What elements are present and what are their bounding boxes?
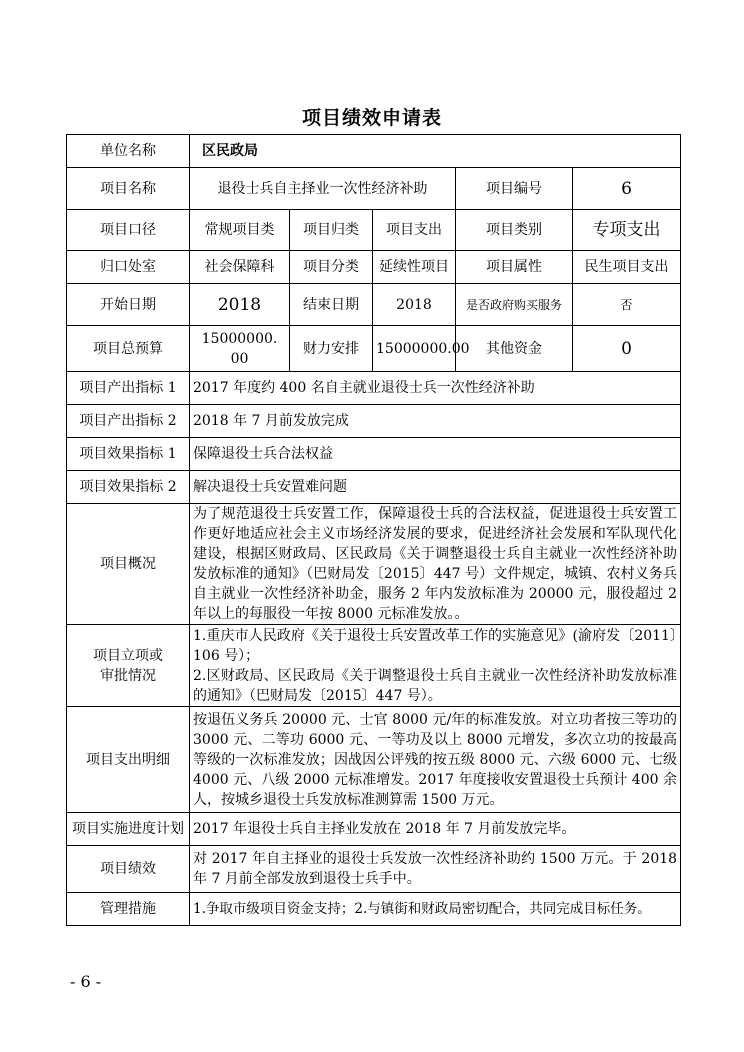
overview-value: 为了规范退役士兵安置工作，保障退役士兵的合法权益，促进退役士兵安置工作更好地适应社会主义市场经济发展的要求，促进经济社会发展和军队现代化建设，根据区财政局、区民政局《关于调整退役士兵自主就业一次性经济补助发放标准的通知》（巴财局发〔2015〕447 号）文件规定，城镇、农村义务兵自主就业一次性经济补助金，服务 2 年内发放标准为 20000 元，服役超过 2 年以上的每服役一年按 8000 元标准发放。。 [190, 504, 681, 625]
progress-label: 项目实施进度计划 [67, 813, 190, 846]
gov-purchase-value: 否 [573, 284, 681, 326]
performance-table [66, 134, 681, 926]
scope-row [67, 210, 681, 251]
total-budget-value: 15000000. 00 [190, 326, 290, 372]
approval-label-line1: 项目立项或 [93, 647, 163, 664]
effect2-row [67, 471, 681, 504]
approval-item-1: 1.重庆市人民政府《关于退役士兵安置改革工作的实施意见》(渝府发〔2011〕106 号）； [193, 627, 678, 664]
approval-label-line2: 审批情况 [100, 667, 156, 684]
expense-label: 项目支出明细 [67, 707, 190, 813]
start-date-label: 开始日期 [67, 284, 190, 326]
fiscal-value: 15000000.00 [373, 326, 456, 372]
total-budget-label: 项目总预算 [67, 326, 190, 372]
expense-value: 按退伍义务兵 20000 元、士官 8000 元/年的标准发放。对立功者按三等功的 3000 元、二等功 6000 元、一等功及以上 8000 元增发，多次立功的按最高等级的一次标准发放；因战因公评残的按五级 8000 元、六级 6000 元、七级 4000 元、八级 2000 元标准增发。2017 年度接收安置退役士兵预计 400 余人，按城乡退役士兵发放标准测算需 1500 万元。 [190, 707, 681, 813]
unit-row [67, 135, 681, 168]
category-label: 项目归类 [290, 210, 373, 251]
unit-label: 单位名称 [67, 135, 190, 168]
page-title: 项目绩效申请表 [301, 107, 442, 129]
page-number: - 6 - [70, 972, 102, 991]
category-value: 项目支出 [373, 210, 456, 251]
effect1-label: 项目效果指标 1 [67, 438, 190, 471]
project-name-label: 项目名称 [67, 168, 190, 210]
output1-value: 2017 年度约 400 名自主就业退役士兵一次性经济补助 [190, 372, 681, 405]
budget-row [67, 326, 681, 372]
output1-row [67, 372, 681, 405]
performance-label: 项目绩效 [67, 846, 190, 893]
effect1-row [67, 438, 681, 471]
other-funds-label: 其他资金 [456, 326, 573, 372]
effect1-value: 保障退役士兵合法权益 [190, 438, 681, 471]
project-code-label: 项目编号 [456, 168, 573, 210]
approval-row [67, 625, 681, 707]
attribute-label: 项目属性 [456, 251, 573, 284]
expense-row [67, 707, 681, 813]
approval-label [67, 625, 190, 707]
overview-row [67, 504, 681, 625]
gov-purchase-label: 是否政府购买服务 [456, 284, 573, 326]
scope-value: 常规项目类 [190, 210, 290, 251]
approval-value [190, 625, 681, 707]
end-date-value: 2018 [373, 284, 456, 326]
approval-item-2: 2.区财政局、区民政局《关于调整退役士兵自主就业一次性经济补助发放标准的通知》（巴财局发〔2015〕447 号）。 [193, 667, 678, 704]
measures-value: 1.争取市级项目资金支持；2.与镇街和财政局密切配合，共同完成目标任务。 [190, 893, 681, 926]
project-name-value: 退役士兵自主择业一次性经济补助 [190, 168, 456, 210]
overview-label: 项目概况 [67, 504, 190, 625]
office-row [67, 251, 681, 284]
attribute-value: 民生项目支出 [573, 251, 681, 284]
dates-row [67, 284, 681, 326]
unit-value: 区民政局 [190, 135, 681, 168]
classification-value: 延续性项目 [373, 251, 456, 284]
type-value: 专项支出 [573, 210, 681, 251]
output2-value: 2018 年 7 月前发放完成 [190, 405, 681, 438]
office-label: 归口处室 [67, 251, 190, 284]
project-name-row [67, 168, 681, 210]
other-funds-value: 0 [573, 326, 681, 372]
office-value: 社会保障科 [190, 251, 290, 284]
progress-row [67, 813, 681, 846]
effect2-label: 项目效果指标 2 [67, 471, 190, 504]
start-date-value: 2018 [190, 284, 290, 326]
fiscal-label: 财力安排 [290, 326, 373, 372]
end-date-label: 结束日期 [290, 284, 373, 326]
type-label: 项目类别 [456, 210, 573, 251]
effect2-value: 解决退役士兵安置难问题 [190, 471, 681, 504]
scope-label: 项目口径 [67, 210, 190, 251]
measures-row [67, 893, 681, 926]
measures-label: 管理措施 [67, 893, 190, 926]
output2-row [67, 405, 681, 438]
progress-value: 2017 年退役士兵自主择业发放在 2018 年 7 月前发放完毕。 [190, 813, 681, 846]
performance-value: 对 2017 年自主择业的退役士兵发放一次性经济补助约 1500 万元。于 2018 年 7 月前全部发放到退役士兵手中。 [190, 846, 681, 893]
performance-row [67, 846, 681, 893]
output1-label: 项目产出指标 1 [67, 372, 190, 405]
classification-label: 项目分类 [290, 251, 373, 284]
output2-label: 项目产出指标 2 [67, 405, 190, 438]
project-code-value: 6 [573, 168, 681, 210]
